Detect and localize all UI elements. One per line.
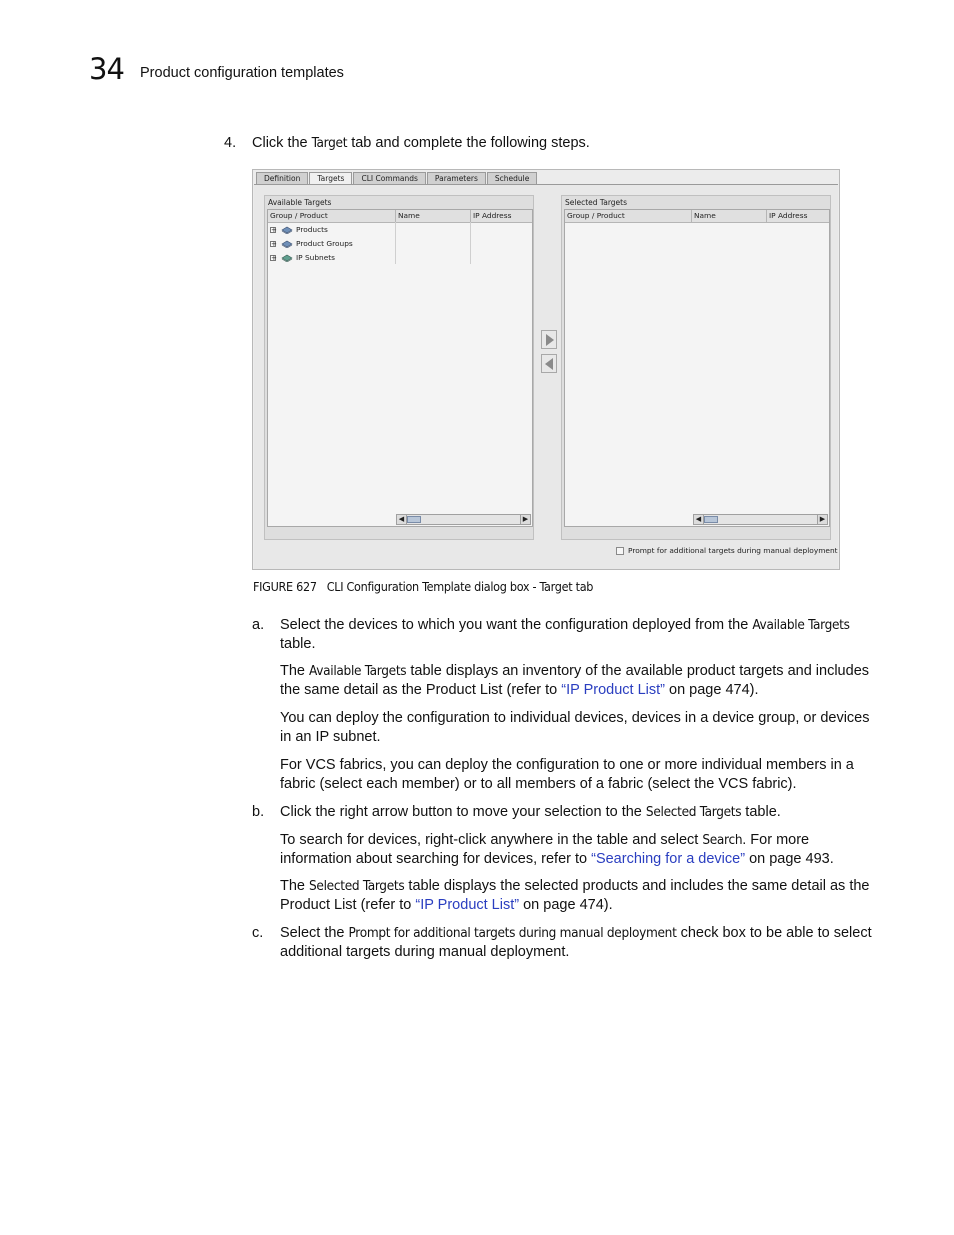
available-targets-panel xyxy=(264,195,534,540)
paragraph: For VCS fabrics, you can deploy the configuration to one or more individual members in a fabric (select each member) or to all members of a fabric (select the VCS fabric). xyxy=(280,757,854,792)
subnet-icon xyxy=(281,254,293,262)
column-header-ip-address[interactable]: IP Address xyxy=(473,211,512,220)
selected-targets-term: Selected Targets xyxy=(645,804,742,820)
horizontal-scrollbar[interactable] xyxy=(693,514,828,525)
table-header xyxy=(565,210,829,223)
scroll-left-icon[interactable]: ◀ xyxy=(397,515,407,524)
substep-marker: b. xyxy=(252,804,265,820)
substep-b xyxy=(252,803,872,822)
selected-targets-table[interactable] xyxy=(564,209,830,527)
search-term: Search xyxy=(702,832,743,848)
move-left-button[interactable] xyxy=(541,354,557,373)
scroll-left-icon[interactable]: ◀ xyxy=(694,515,704,524)
figure-caption-text: CLI Configuration Template dialog box - Target tab xyxy=(326,579,594,594)
searching-for-a-device-link[interactable]: “Searching for a device” xyxy=(591,851,746,867)
column-header-name[interactable]: Name xyxy=(396,210,471,222)
expand-icon[interactable]: + xyxy=(271,253,277,262)
tab-content xyxy=(254,184,838,569)
prompt-checkbox-term: Prompt for additional targets during manual deployment xyxy=(348,925,677,941)
table-header xyxy=(268,210,532,223)
substep-marker: c. xyxy=(252,925,264,941)
column-divider xyxy=(470,222,471,264)
substep-text: Click the right arrow button to move your selection to the Selected Targets table. xyxy=(280,804,781,820)
substep-text: Select the Prompt for additional targets during manual deployment check box to be able to select additional targets during manual deployment. xyxy=(280,925,872,960)
tree-row-label: Products xyxy=(296,225,328,234)
figure-caption xyxy=(253,579,593,594)
paragraph: The Selected Targets table displays the selected products and includes the same detail as the Product List (refer to “IP Product List” on page 474). xyxy=(280,878,870,913)
prompt-checkbox-label: Prompt for additional targets during manual deployment xyxy=(628,546,838,555)
expand-icon[interactable]: + xyxy=(271,239,277,248)
device-stack-icon xyxy=(281,240,293,248)
move-right-button[interactable] xyxy=(541,330,557,349)
column-divider xyxy=(395,222,396,264)
column-header-group-product[interactable]: Group / Product xyxy=(268,210,396,222)
target-tab-screenshot xyxy=(252,169,840,570)
horizontal-scrollbar[interactable] xyxy=(396,514,531,525)
column-header-group-product[interactable]: Group / Product xyxy=(565,210,692,222)
paragraph: To search for devices, right-click anywhere in the table and select Search. For more information about searching for devices, refer to “Searching for a device” on page 493. xyxy=(280,832,834,867)
selected-targets-term: Selected Targets xyxy=(309,878,405,894)
paragraph: The Available Targets table displays an inventory of the available product targets and includes the same detail as the Product List (refer to “IP Product List” on page 474). xyxy=(280,663,870,698)
arrow-right-icon xyxy=(546,334,554,346)
substep-a xyxy=(252,616,872,654)
device-stack-icon xyxy=(281,226,293,234)
column-header-ip-address[interactable]: IP Address xyxy=(769,211,808,220)
selected-targets-title: Selected Targets xyxy=(565,198,628,207)
tab-parameters[interactable]: Parameters xyxy=(427,172,486,184)
tree-row-product-groups[interactable] xyxy=(270,237,353,250)
prompt-checkbox-row[interactable] xyxy=(616,546,838,555)
ip-product-list-link[interactable]: “IP Product List” xyxy=(561,682,665,698)
figure-label: FIGURE 627 xyxy=(253,579,317,594)
expand-icon[interactable]: + xyxy=(271,225,277,234)
scroll-right-icon[interactable]: ▶ xyxy=(817,515,827,524)
column-header-name[interactable]: Name xyxy=(692,210,767,222)
step-text: Click the xyxy=(252,135,312,151)
scroll-right-icon[interactable]: ▶ xyxy=(520,515,530,524)
tree-row-products[interactable] xyxy=(270,223,328,236)
paragraph: You can deploy the configuration to individual devices, devices in a device group, or devices in an IP subnet. xyxy=(280,710,870,745)
tree-row-label: IP Subnets xyxy=(296,253,336,262)
selected-targets-panel xyxy=(561,195,831,540)
substep-marker: a. xyxy=(252,617,265,633)
available-targets-term: Available Targets xyxy=(752,617,850,633)
target-ui-term: Target xyxy=(311,135,348,151)
chapter-number: 34 xyxy=(89,52,124,86)
tree-row-label: Product Groups xyxy=(296,239,353,248)
tab-cli-commands[interactable]: CLI Commands xyxy=(353,172,425,184)
prompt-checkbox[interactable] xyxy=(616,547,624,555)
chapter-title: Product configuration templates xyxy=(140,65,344,81)
scroll-thumb[interactable] xyxy=(407,516,421,523)
substep-c xyxy=(252,924,872,962)
tab-targets[interactable]: Targets xyxy=(309,172,352,185)
tab-schedule[interactable]: Schedule xyxy=(487,172,537,184)
step-number: 4. xyxy=(224,135,237,151)
arrow-left-icon xyxy=(545,358,553,370)
ip-product-list-link[interactable]: “IP Product List” xyxy=(415,897,520,913)
substep-text: Select the devices to which you want the configuration deployed from the Available Targets table. xyxy=(280,617,850,652)
step-text-end: tab and complete the following steps. xyxy=(347,135,590,151)
available-targets-table[interactable] xyxy=(267,209,533,527)
tree-row-ip-subnets[interactable] xyxy=(270,251,335,264)
tab-definition[interactable]: Definition xyxy=(256,172,308,184)
step-4 xyxy=(224,135,590,151)
available-targets-title: Available Targets xyxy=(268,198,332,207)
scroll-thumb[interactable] xyxy=(704,516,718,523)
available-targets-term: Available Targets xyxy=(309,663,407,679)
